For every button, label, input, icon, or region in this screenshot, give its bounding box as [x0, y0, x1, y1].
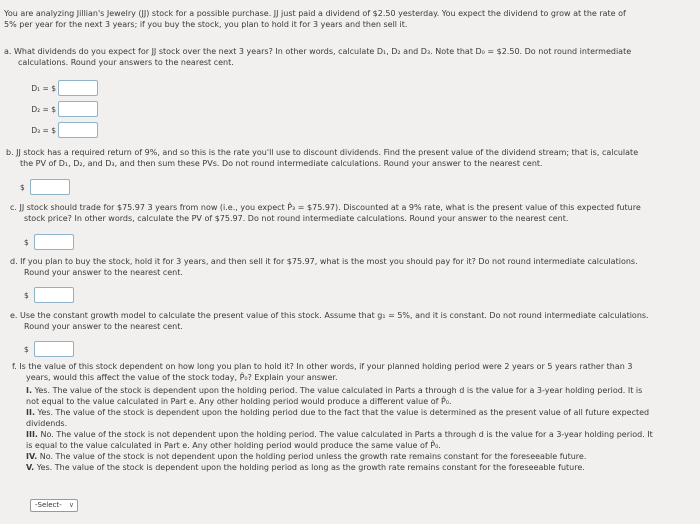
d3-row	[22, 122, 98, 138]
chevron-down-icon: ∨	[68, 501, 74, 509]
part-d-line-1: d. If you plan to buy the stock, hold it for 3 years, and then sell it for $75.97, what is the most you should pay for it? Do not round intermediate calculations.	[10, 257, 638, 266]
part-b-dollar: $	[20, 182, 25, 192]
part-e-dollar: $	[24, 344, 29, 354]
d1-label: D₁ = $	[31, 83, 56, 93]
part-c-line-1: c. JJ stock should trade for $75.97 3 years from now (i.e., you expect P̂₃ = $75.97). Discounted at a 9% rate, what is the present value of this expected future	[10, 203, 641, 212]
part-e-question	[10, 310, 696, 332]
part-a-line-2: calculations. Round your answers to the nearest cent.	[18, 58, 234, 67]
option-1-line-1: Yes. The value of the stock is dependent upon the holding period. The value calculated in Parts a through d is the value for a 3-year holding period. It is	[34, 386, 643, 395]
option-5-line-1: Yes. The value of the stock is dependent upon the holding period as long as the growth rate remains constant for the foreseeable future.	[36, 463, 585, 472]
part-c-line-2: stock price? In other words, calculate the PV of $75.97. Do not round intermediate calculations. Round your answer to the nearest cent.	[24, 214, 569, 223]
part-d-answer-row	[24, 287, 74, 303]
part-a-line-1: a. What dividends do you expect for JJ stock over the next 3 years? In other words, calculate D₁, D₂ and D₃. Note that D₀ = $2.50. Do not round intermediate	[4, 47, 632, 56]
part-e-input[interactable]	[34, 341, 74, 357]
option-2-num: II.	[26, 408, 35, 417]
part-c-answer-row	[24, 234, 74, 250]
part-e-line-1: e. Use the constant growth model to calculate the present value of this stock. Assume that g₁ = 5%, and it is constant. Do not round intermediate calculations.	[10, 311, 649, 320]
part-e-answer-row	[24, 341, 74, 357]
part-d-question	[10, 256, 696, 278]
option-1-line-2: not equal to the value calculated in Part e. Any other holding period would produce a different value of P̂₀.	[26, 397, 452, 406]
option-3-num: III.	[26, 430, 38, 439]
part-f-options	[26, 385, 694, 473]
part-b-line-1: b. JJ stock has a required return of 9%, and so this is the rate you'll use to discount dividends. Find the present value of the dividend stream; that is, calculate	[6, 148, 639, 157]
option-3-line-2: is equal to the value calculated in Part e. Any other holding period would produce the same value of P̂₀.	[26, 441, 441, 450]
intro-text	[4, 8, 696, 30]
option-3-cont	[26, 440, 694, 451]
intro-line-1: You are analyzing Jillian's Jewelry (JJ) stock for a possible purchase. JJ just paid a dividend of $2.50 yesterday. You expect the dividend to grow at the rate of	[4, 9, 626, 18]
part-e-line-2: Round your answer to the nearest cent.	[24, 322, 183, 331]
option-2-cont	[26, 418, 694, 429]
intro-line-2: 5% per year for the next 3 years; if you buy the stock, you plan to hold it for 3 years and then sell it.	[4, 20, 408, 29]
part-c-dollar: $	[24, 237, 29, 247]
option-1-cont	[26, 396, 694, 407]
d3-label: D₃ = $	[31, 125, 56, 135]
option-4-num: IV.	[26, 452, 38, 461]
part-b-answer-row	[20, 179, 70, 195]
part-b-input[interactable]	[30, 179, 70, 195]
option-4-line-1: No. The value of the stock is not dependent upon the holding period unless the growth rate remains constant for the foreseeable future.	[39, 452, 587, 461]
option-5-num: V.	[26, 463, 35, 472]
part-c-question	[10, 202, 696, 224]
part-d-input[interactable]	[34, 287, 74, 303]
part-d-dollar: $	[24, 290, 29, 300]
part-c-input[interactable]	[34, 234, 74, 250]
select-label: -Select-	[35, 501, 62, 509]
option-4	[26, 451, 694, 462]
d2-input[interactable]	[58, 101, 98, 117]
d2-row	[22, 101, 98, 117]
option-3	[26, 429, 694, 440]
part-d-line-2: Round your answer to the nearest cent.	[24, 268, 183, 277]
d3-input[interactable]	[58, 122, 98, 138]
option-1-num: I.	[26, 386, 33, 395]
part-f-question	[12, 361, 698, 383]
option-3-line-1: No. The value of the stock is not dependent upon the holding period. The value calculated in Parts a through d is the value for a 3-year holding period. It	[40, 430, 653, 439]
option-2-line-2: dividends.	[26, 419, 68, 428]
d2-label: D₂ = $	[31, 104, 56, 114]
part-a-question	[4, 46, 690, 68]
part-f-select[interactable]	[30, 499, 78, 512]
part-f-line-1: f. Is the value of this stock dependent on how long you plan to hold it? In other words, if your planned holding period were 2 years or 5 years rather than 3	[12, 362, 633, 371]
option-5	[26, 462, 694, 473]
part-b-line-2: the PV of D₁, D₂, and D₃, and then sum these PVs. Do not round intermediate calculations. Round your answer to the nearest cent.	[20, 159, 543, 168]
d1-input[interactable]	[58, 80, 98, 96]
d1-row	[22, 80, 98, 96]
part-f-line-2: years, would this affect the value of the stock today, P̂₀? Explain your answer.	[26, 373, 338, 382]
option-2	[26, 407, 694, 418]
option-1	[26, 385, 694, 396]
option-2-line-1: Yes. The value of the stock is dependent upon the holding period due to the fact that the value is determined as the present value of all future expected	[37, 408, 650, 417]
part-b-question	[6, 147, 692, 169]
